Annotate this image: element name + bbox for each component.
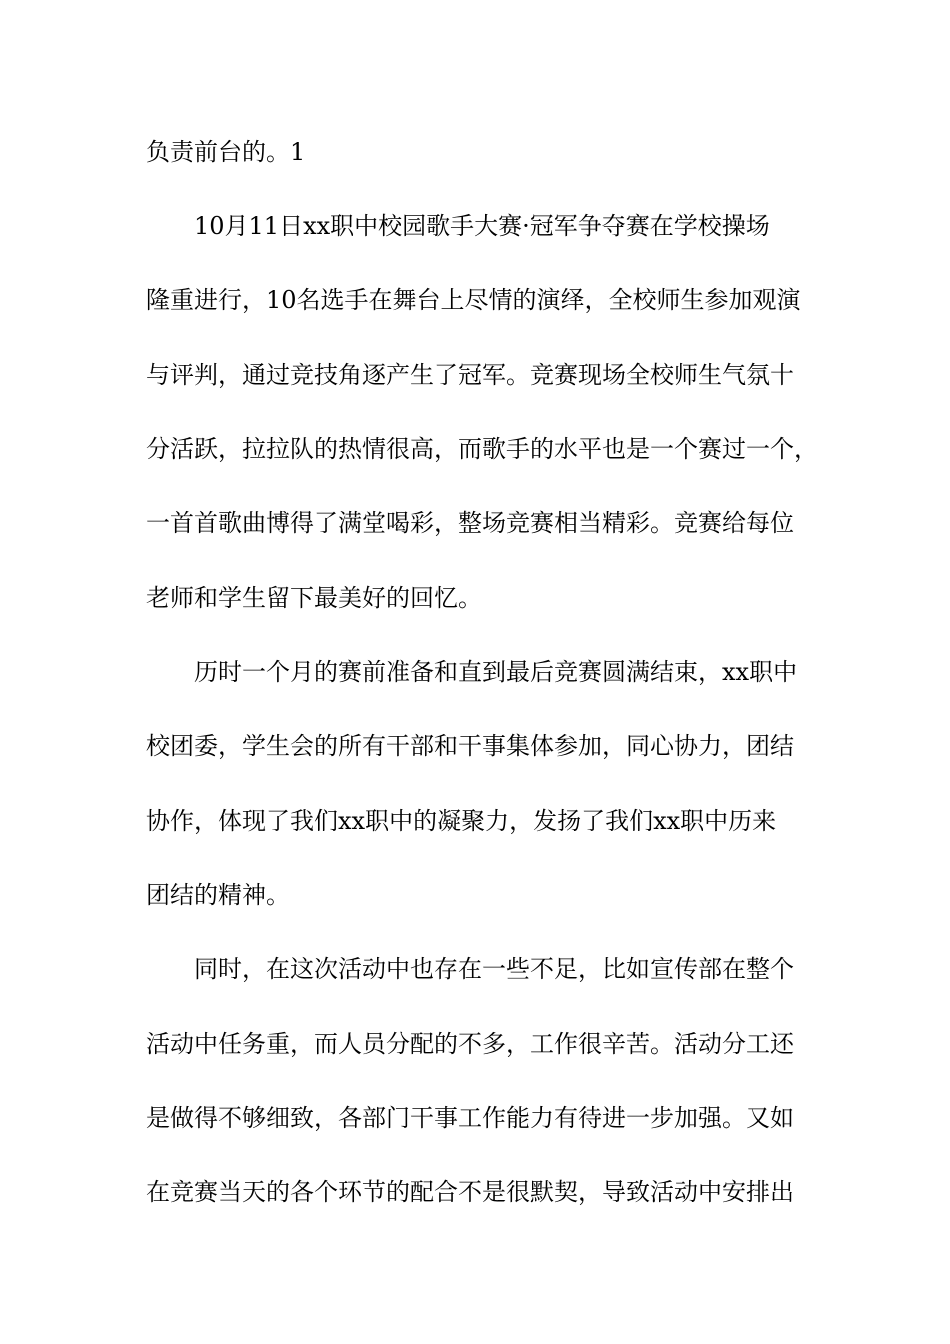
text-line: 一首首歌曲博得了满堂喝彩，整场竞赛相当精彩。竞赛给每位	[146, 509, 794, 537]
text-line: 老师和学生留下最美好的回忆。	[146, 584, 482, 612]
text-line: 协作，体现了我们xx职中的凝聚力，发扬了我们xx职中历来	[146, 807, 777, 835]
text-line: 校团委，学生会的所有干部和干事集体参加，同心协力，团结	[146, 732, 794, 760]
text-line: 在竞赛当天的各个环节的配合不是很默契，导致活动中安排出	[146, 1178, 794, 1206]
text-line: 10月11日xx职中校园歌手大赛·冠军争夺赛在学校操场	[194, 212, 770, 240]
text-line: 隆重进行，10名选手在舞台上尽情的演绎，全校师生参加观演	[146, 286, 801, 314]
text-line: 活动中任务重，而人员分配的不多，工作很辛苦。活动分工还	[146, 1030, 794, 1058]
text-line: 与评判，通过竞技角逐产生了冠军。竞赛现场全校师生气氛十	[146, 361, 794, 389]
text-line: 历时一个月的赛前准备和直到最后竞赛圆满结束，xx职中	[194, 658, 798, 686]
text-line: 负责前台的。1	[146, 138, 306, 166]
text-line: 是做得不够细致，各部门干事工作能力有待进一步加强。又如	[146, 1104, 794, 1132]
text-line: 团结的精神。	[146, 881, 290, 909]
text-line: 分活跃，拉拉队的热情很高，而歌手的水平也是一个赛过一个，	[146, 435, 818, 463]
text-line: 同时，在这次活动中也存在一些不足，比如宣传部在整个	[194, 955, 794, 983]
